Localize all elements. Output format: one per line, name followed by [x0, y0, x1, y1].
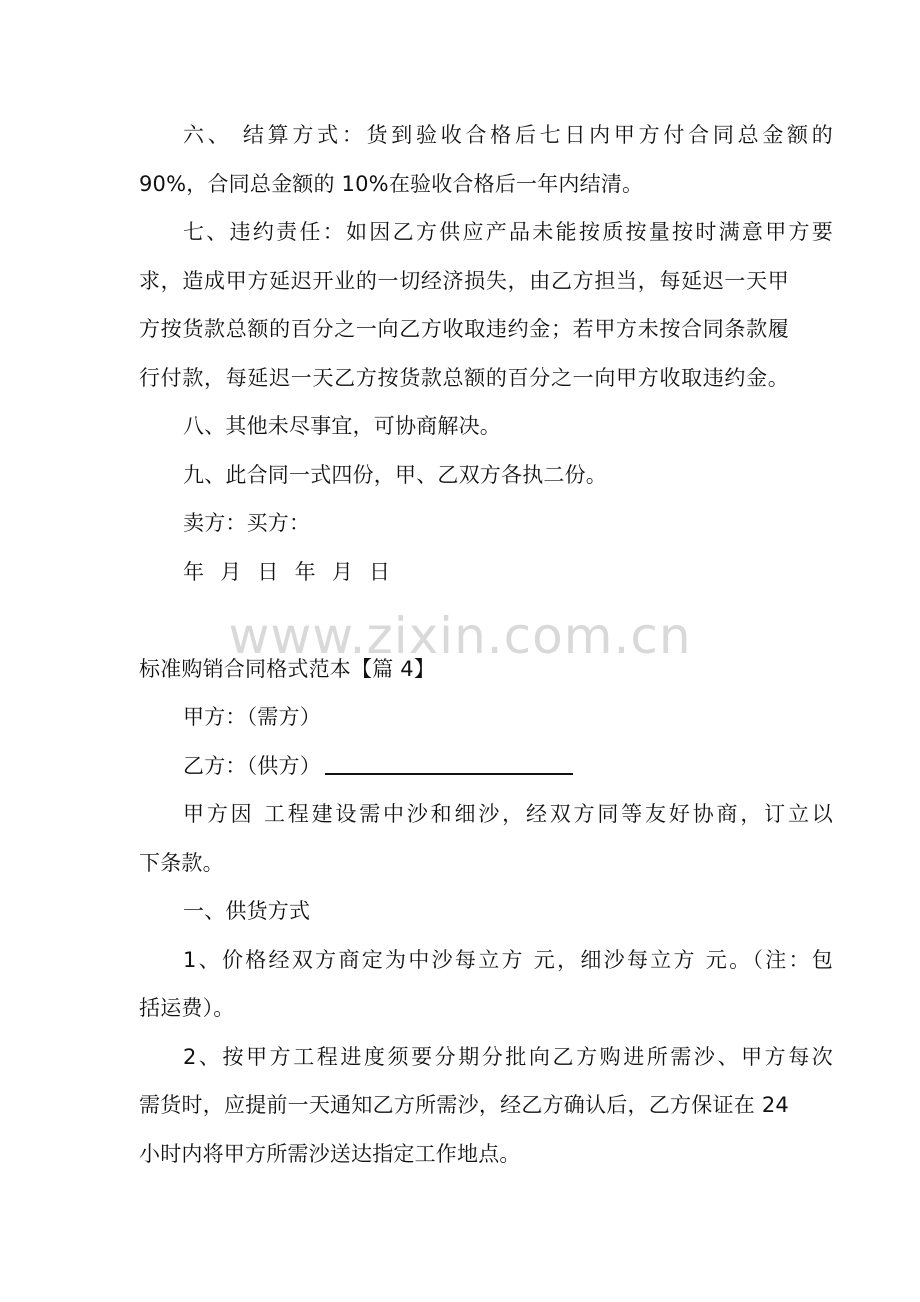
clause-9: 九、此合同一式四份，甲、乙双方各执二份。	[183, 463, 607, 487]
watermark: www.zixin.com.cn	[228, 607, 692, 665]
heading-supply-method: 一、供货方式	[183, 899, 311, 923]
item-2-line-3: 小时内将甲方所需沙送达指定工作地点。	[139, 1142, 521, 1166]
date-day-2: 日	[369, 560, 391, 584]
party-a: 甲方：（需方）	[183, 705, 321, 729]
date-day-1: 日	[257, 560, 279, 584]
signature-date-row	[183, 557, 833, 587]
date-month-2: 月	[331, 560, 354, 584]
signature-parties: 卖方：买方：	[183, 511, 311, 535]
date-month-1: 月	[220, 560, 242, 584]
section-title: 标准购销合同格式范本【篇 4】	[139, 657, 436, 681]
preamble-line-2: 下条款。	[139, 851, 224, 875]
preamble-line-1: 甲方因 工程建设需中沙和细沙，经双方同等友好协商，订立以	[183, 802, 833, 826]
date-year-2: 年	[294, 560, 316, 584]
clause-7-line-1: 七、违约责任：如因乙方供应产品未能按质按量按时满意甲方要	[183, 220, 833, 244]
party-b-row	[183, 751, 833, 781]
item-1-line-2: 括运费）。	[139, 996, 235, 1020]
clause-7-line-4: 行付款，每延迟一天乙方按货款总额的百分之一向甲方收取违约金。	[139, 366, 789, 390]
clause-8: 八、其他未尽事宜，可协商解决。	[183, 414, 501, 438]
item-2-line-2: 需货时，应提前一天通知乙方所需沙，经乙方确认后，乙方保证在 24	[139, 1093, 789, 1117]
clause-6-line-1: 六、 结算方式：货到验收合格后七日内甲方付合同总金额的	[183, 123, 833, 147]
clause-7-line-2: 求，造成甲方延迟开业的一切经济损失，由乙方担当，每延迟一天甲	[139, 269, 789, 293]
party-b-blank-line	[325, 751, 573, 775]
clause-7-line-3: 方按货款总额的百分之一向乙方收取违约金；若甲方未按合同条款履	[139, 317, 789, 341]
item-1-line-1: 1、价格经双方商定为中沙每立方 元，细沙每立方 元。（注：包	[183, 948, 833, 972]
clause-6-line-2: 90%，合同总金额的 10%在验收合格后一年内结清。	[139, 172, 644, 196]
party-b-label: 乙方：（供方）	[183, 754, 321, 778]
item-2-line-1: 2、按甲方工程进度须要分期分批向乙方购进所需沙、甲方每次	[183, 1045, 833, 1069]
date-year-1: 年	[183, 560, 205, 584]
